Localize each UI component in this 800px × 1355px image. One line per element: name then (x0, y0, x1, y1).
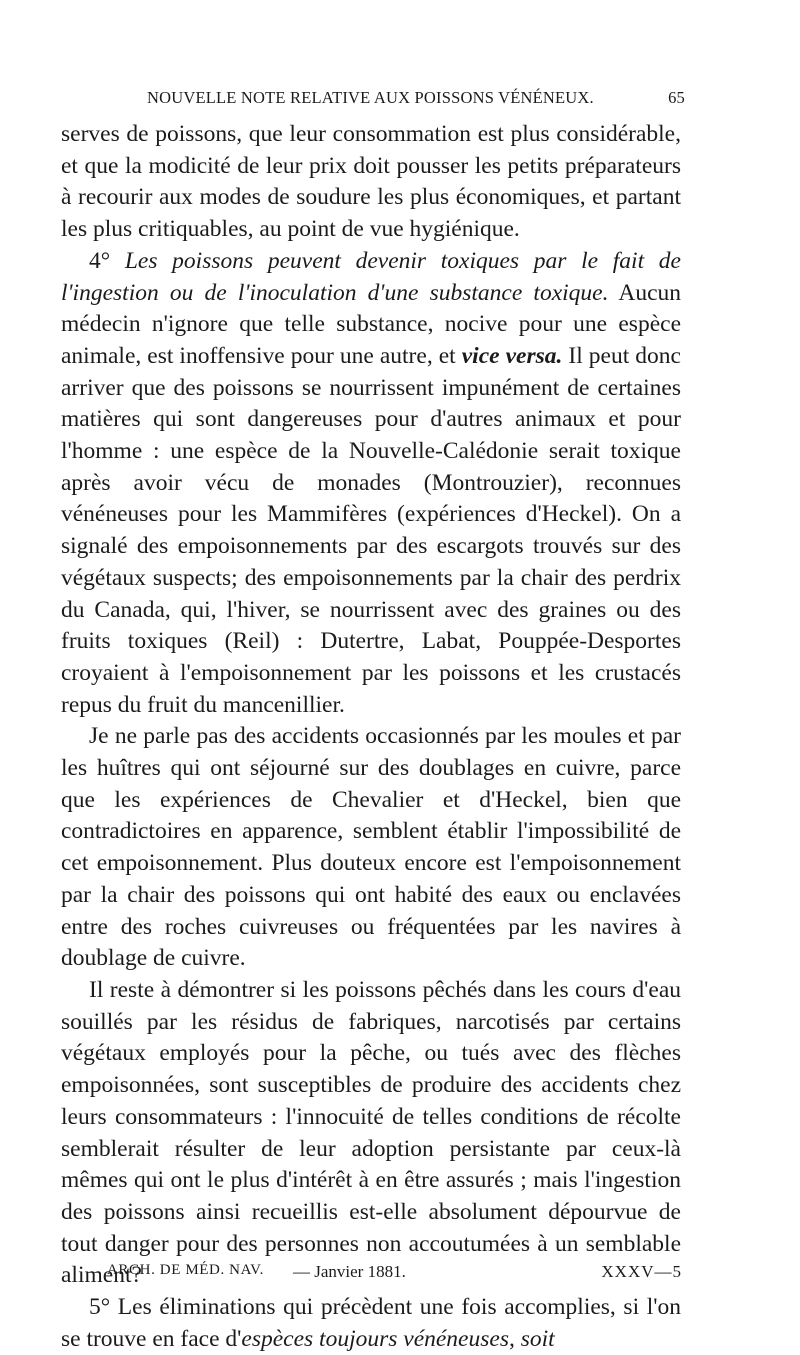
running-title: NOUVELLE NOTE RELATIVE AUX POISSONS VÉNÉNEUX. (147, 88, 594, 107)
text-run: serves de poissons, que leur consommation est plus considérable, et que la modicité de leur prix doit pousser les petits préparateurs à recourir aux modes de soudure les plus économiques, et partant les plus critiquables, au point de vue hygiénique. (61, 121, 681, 243)
signature-mark: XXXV—5 (601, 1262, 682, 1281)
paragraph (61, 1292, 681, 1355)
italic-text: espèces toujours vénéneuses, soit (241, 1325, 555, 1352)
paragraph (61, 721, 681, 975)
paragraph (61, 246, 681, 722)
text-run: Je ne parle pas des accidents occasionnés par les moules et par les huîtres qui ont séjourné sur des doublages en cuivre, parce que les expériences de Chevalier et d'Heckel, bien que contradictoires en apparence, semblent établir l'impossibilité de cet empoisonnement. Plus douteux encore est l'empoisonnement par la chair des poissons qui ont habité des eaux ou enclavées entre des roches cuivreuses ou fréquentées par les navires à doublage de cuivre. (61, 723, 681, 972)
italic-text: vice versa. (461, 342, 563, 369)
text-run: 4° (89, 247, 125, 274)
running-header (147, 88, 685, 112)
body-text (61, 119, 681, 1355)
page-footer (107, 1262, 682, 1286)
text-run: Il reste à démontrer si les poissons pêchés dans les cours d'eau souillés par les résidus de fabriques, narcotisés par certains végétaux employés pour la pêche, ou tués avec des flèches empoisonnées, sont susceptibles de produire des accidents chez leurs consommateurs : l'innocuité de telles conditions de récolte semblerait résulter de leur adoption persistante par ceux-là mêmes qui ont le plus d'intérêt à en être assurés ; mais l'ingestion des poissons ainsi recueillis est-elle absolument dépourvue de tout danger pour des personnes non accoutumées à un semblable aliment? (61, 976, 681, 1289)
text-run: Il peut donc arriver que des poissons se nourrissent impunément de certaines matières qui sont dangereuses pour d'autres animaux et pour l'homme : une espèce de la Nouvelle-Calédonie serait toxique après avoir vécu de monades (Montrouzier), reconnues vénéneuses pour les Mammifères (expériences d'Heckel). On a signalé des empoisonnements par des escargots trouvés sur des végétaux suspects; des empoisonnements par la chair des perdrix du Canada, qui, l'hiver, se nourrissent avec des graines ou des fruits toxiques (Reil) : Dutertre, Labat, Pouppée-Desportes croyaient à l'empoisonnement par les poissons et les crustacés repus du fruit du mancenillier. (61, 342, 681, 718)
issue-date: — Janvier 1881. (293, 1262, 406, 1281)
paragraph (61, 119, 681, 246)
italic-text: Les poissons peuvent devenir toxiques par le fait de l'ingestion ou de l'inoculation d'une substance toxique. (61, 247, 681, 306)
text-run: Aucun médecin n'ignore que telle substance, nocive pour une espèce animale, est inoffensive pour une autre, et (61, 279, 681, 369)
paragraph (61, 975, 681, 1292)
text-run: 5° Les éliminations qui précèdent une fois accomplies, si l'on se trouve en face d' (61, 1294, 681, 1352)
journal-name: ARCH. DE MÉD. NAV. (107, 1262, 264, 1278)
page-number: 65 (668, 88, 685, 107)
